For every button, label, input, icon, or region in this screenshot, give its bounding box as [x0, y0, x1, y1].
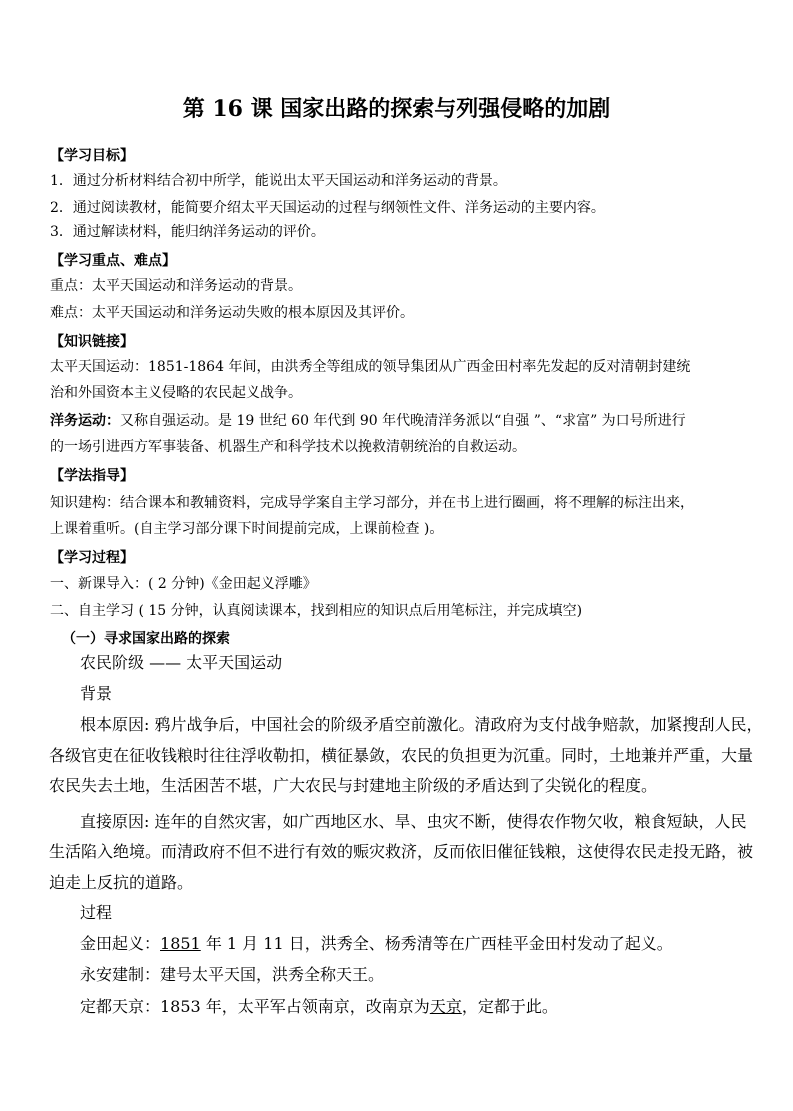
jintian-rest: 年 1 月 11 日，洪秀全、杨秀清等在广西桂平金田村发动了起义。: [200, 934, 673, 953]
course-label: 过程: [80, 903, 113, 922]
process-item-1: 一、新课导入：( 2 分钟)《金田起义浮雕》: [50, 576, 317, 592]
method-line-2: 上课着重听。(自主学习部分课下时间提前完成，上课前检查 )。: [50, 521, 444, 537]
yongan-line: 永安建制：建号太平天国，洪秀全称天王。: [80, 965, 385, 984]
yangwu-label: 洋务运动：: [50, 413, 120, 429]
yangwu-text-1: 又称自强运动。是 19 世纪 60 年代到 90 年代晚清洋务派以“自强 ”、“求富” 为口号所进行: [120, 413, 686, 429]
process-item-2: 二、自主学习 ( 15 分钟，认真阅读课本，找到相应的知识点后用笔标注，并完成填空): [50, 603, 583, 619]
process-subheading-1: （一）寻求国家出路的探索: [62, 631, 230, 647]
goal-item-1: 1．通过分析材料结合初中所学，能说出太平天国运动和洋务运动的背景。: [50, 173, 507, 189]
method-line-1: 知识建构：结合课本和教辅资料，完成导学案自主学习部分，并在书上进行圈画，将不理解的标注出来，: [50, 495, 694, 511]
difficulty-text: 难点：太平天国运动和洋务运动失败的根本原因及其评价。: [50, 305, 414, 321]
taiping-line-1: [50, 357, 690, 377]
direct-cause-line-3: 迫走上反抗的道路。: [49, 873, 194, 892]
goal-item-2: 2．通过阅读教材，能简要介绍太平天国运动的过程与纲领性文件、洋务运动的主要内容。: [50, 200, 605, 216]
process-heading: 【学习过程】: [50, 550, 134, 566]
knowledge-heading: 【知识链接】: [50, 334, 134, 350]
root-cause-line-2: 各级官吏在征收钱粮时往往浮收勒扣，横征暴敛，农民的负担更为沉重。同时，土地兼并严重，大量: [49, 746, 754, 765]
root-cause-line-3: 农民失去土地，生活困苦不堪，广大农民与封建地主阶级的矛盾达到了尖锐化的程度。: [49, 776, 658, 795]
goals-heading: 【学习目标】: [50, 148, 134, 164]
tianjing-prefix: 定都天京：1853 年，太平军占领南京，改南京为: [80, 997, 430, 1016]
background-label: 背景: [80, 684, 113, 703]
goal-item-3: 3．通过解读材料，能归纳洋务运动的评价。: [50, 224, 325, 240]
taiping-line-2: 治和外国资本主义侵略的农民起义战争。: [50, 385, 302, 401]
tianjing-line: [80, 996, 558, 1018]
root-cause-line-1: 根本原因: 鸦片战争后，中国社会的阶级矛盾空前激化。清政府为支付战争赔款，加紧搜刮人民，: [80, 715, 763, 734]
taiping-text-1: 1851-1864 年间，由洪秀全等组成的领导集团从广西金田村率先发起的反对清朝封建统: [148, 359, 691, 375]
jintian-prefix: 金田起义：: [80, 934, 161, 953]
yangwu-line-2: 的一场引进西方军事装备、机器生产和科学技术以挽救清朝统治的自救运动。: [50, 439, 526, 455]
tianjing-suffix: ，定都于此。: [461, 997, 558, 1016]
taiping-label: 太平天国运动：: [50, 359, 148, 375]
class-line: 农民阶级 —— 太平天国运动: [80, 653, 283, 672]
method-heading: 【学法指导】: [50, 468, 134, 484]
focus-text: 重点：太平天国运动和洋务运动的背景。: [50, 278, 302, 294]
direct-cause-line-2: 生活陷入绝境。而清政府不但不进行有效的赈灾救济，反而依旧催征钱粮，这使得农民走投无路，被: [49, 842, 754, 861]
yangwu-line-1: [50, 411, 686, 431]
jintian-line: [80, 933, 673, 955]
jintian-year: 1851: [160, 934, 201, 953]
page-title: 第 16 课 国家出路的探索与列强侵略的加剧: [182, 96, 611, 122]
key-points-heading: 【学习重点、难点】: [50, 253, 176, 269]
direct-cause-line-1: 直接原因: 连年的自然灾害，如广西地区水、旱、虫灾不断，使得农作物欠收，粮食短缺，人民: [80, 812, 747, 831]
tianjing-city: 天京: [429, 997, 462, 1016]
